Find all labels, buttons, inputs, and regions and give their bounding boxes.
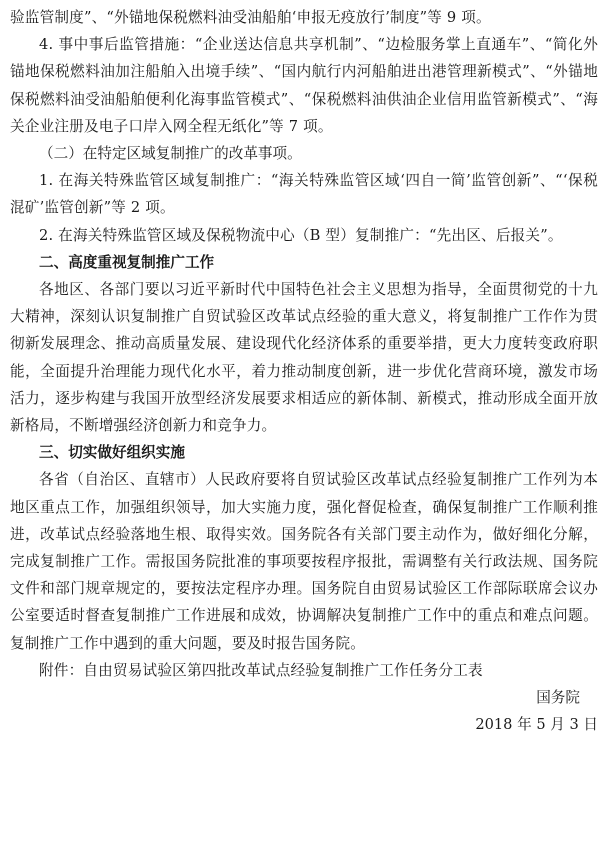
section-heading-3: 三、切实做好组织实施 [39, 444, 185, 462]
signature-organization: 国务院 [536, 689, 580, 707]
paragraph-section-3-body: 各省（自治区、直辖市）人民政府要将自贸试验区改革试点经验复制推广工作列为本地区重点工作，加强组织领导，加大实施力度，强化督促检查，确保复制推广工作顺利推进，改革试点经验落地生根、取得实效。国务院各有关部门要主动作为，做好细化分解，完成复制推广工作。需报国务院批准的事项要按程序报批，需调整有关行政法规、国务院文件和部门规章规定的，要按法定程序办理。国务院自由贸易试验区工作部际联席会议办公室要适时督查复制推广工作进展和成效，协调解决复制推广工作中的重点和难点问题。复制推广工作中遇到的重大问题，要及时报告国务院。 [10, 471, 598, 652]
paragraph-item-2: 2. 在海关特殊监管区域及保税物流中心（B 型）复制推广：“先出区、后报关”。 [39, 226, 563, 244]
paragraph-item-4: 4. 事中事后监管措施：“企业送达信息共享机制”、“边检服务掌上直通车”、“简化外锚地保税燃料油加注船舶入出境手续”、“国内航行内河船舶进出港管理新模式”、“外锚地保税燃料油受油船舶便利化海事监管模式”、“保税燃料油供油企业信用监管新模式”、“海关企业注册及电子口岸入网全程无纸化”等 7 项。 [10, 36, 598, 135]
signature-date: 2018 年 5 月 3 日 [475, 716, 598, 734]
paragraph-item-1: 1. 在海关特殊监管区域复制推广：“海关特殊监管区域‘四自一简’监管创新”、“‘保税混矿’监管创新”等 2 项。 [10, 172, 598, 217]
attachment-line: 附件：自由贸易试验区第四批改革试点经验复制推广工作任务分工表 [39, 661, 483, 679]
document-page [10, 4, 598, 738]
subsection-heading-2: （二）在特定区域复制推广的改革事项。 [39, 145, 302, 163]
paragraph-continued: 验监管制度”、“外锚地保税燃料油受油船舶‘申报无疫放行’制度”等 9 项。 [10, 9, 491, 26]
section-heading-2: 二、高度重视复制推广工作 [39, 253, 215, 271]
paragraph-section-2-body: 各地区、各部门要以习近平新时代中国特色社会主义思想为指导，全面贯彻党的十九大精神，深刻认识复制推广自贸试验区改革试点经验的重大意义，将复制推广工作作为贯彻新发展理念、推动高质量发展、建设现代化经济体系的重要举措，更大力度转变政府职能，全面提升治理能力现代化水平，着力推动制度创新，进一步优化营商环境，激发市场活力，逐步构建与我国开放型经济发展要求相适应的新体制、新模式，推动形成全面开放新格局，不断增强经济创新力和竞争力。 [10, 281, 598, 435]
